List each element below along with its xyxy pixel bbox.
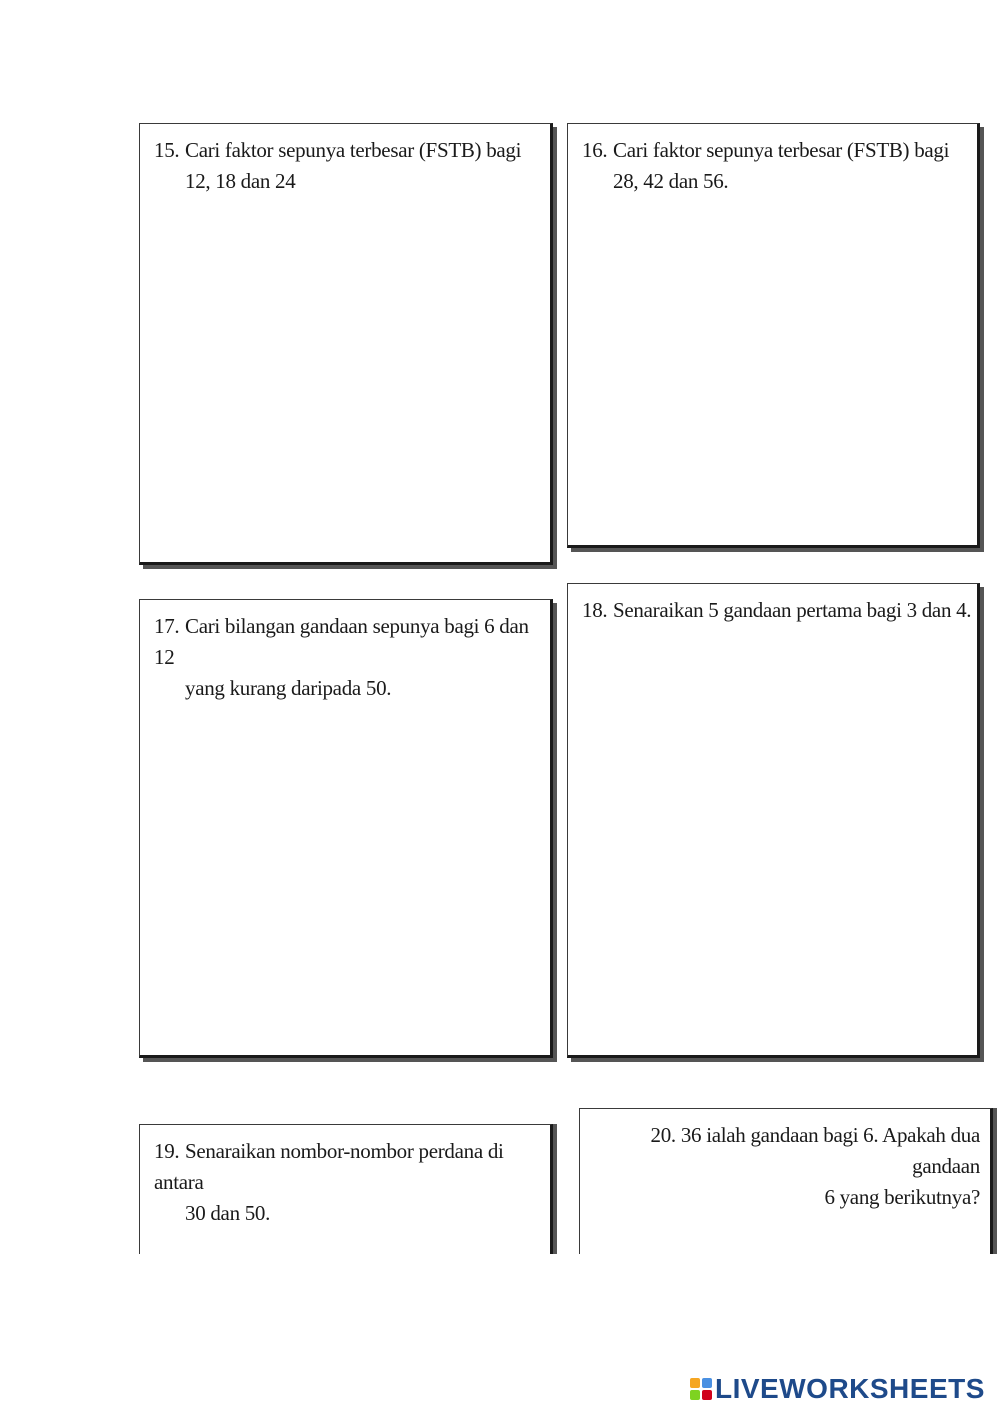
question-number: 15.	[154, 138, 180, 162]
question-number: 18.	[582, 598, 608, 622]
question-20	[588, 1120, 980, 1213]
question-17	[154, 611, 546, 704]
question-number: 19.	[154, 1139, 180, 1163]
logo-square	[702, 1390, 712, 1400]
question-text-line2: 12, 18 dan 24	[185, 169, 296, 193]
question-text-line1: 36 ialah gandaan bagi 6. Apakah dua gandaan	[680, 1123, 980, 1178]
brand-text: LIVEWORKSHEETS	[715, 1373, 985, 1404]
question-text-line2: 28, 42 dan 56.	[613, 169, 729, 193]
question-19	[154, 1136, 548, 1229]
logo-square	[690, 1390, 700, 1400]
question-number: 20.	[650, 1123, 676, 1147]
question-15	[154, 135, 544, 197]
liveworksheets-logo-icon	[690, 1378, 712, 1400]
question-text-line1: Senaraikan nombor-nombor perdana di antara	[154, 1139, 504, 1194]
question-18	[582, 595, 977, 626]
logo-square	[690, 1378, 700, 1388]
question-text-line1: Cari bilangan gandaan sepunya bagi 6 dan 12	[154, 614, 529, 669]
logo-square	[702, 1378, 712, 1388]
answer-box-18	[567, 583, 980, 1058]
question-text-line1: Cari faktor sepunya terbesar (FSTB) bagi	[185, 138, 522, 162]
liveworksheets-brand	[690, 1374, 985, 1404]
question-16	[582, 135, 972, 197]
question-text-line1: Senaraikan 5 gandaan pertama bagi 3 dan 4.	[613, 598, 972, 622]
question-text-line2: 30 dan 50.	[185, 1201, 271, 1225]
question-text-line2: 6 yang berikutnya?	[824, 1185, 980, 1209]
question-text-line1: Cari faktor sepunya terbesar (FSTB) bagi	[613, 138, 950, 162]
question-number: 17.	[154, 614, 180, 638]
question-number: 16.	[582, 138, 608, 162]
question-text-line2: yang kurang daripada 50.	[185, 676, 392, 700]
